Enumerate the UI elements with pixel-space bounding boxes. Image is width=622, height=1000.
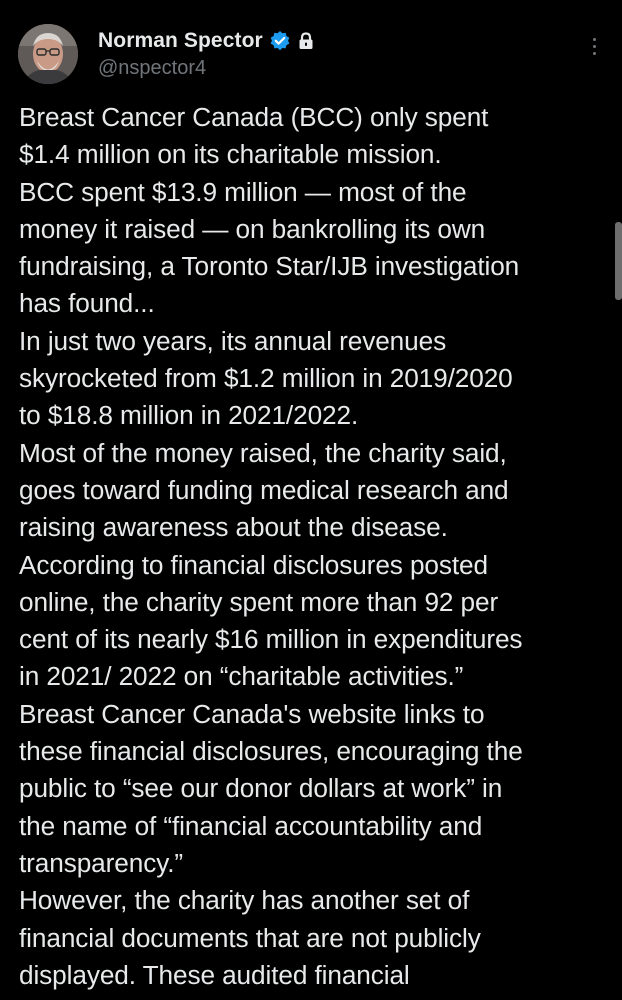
tweet-line: raising awareness about the disease. [19, 512, 448, 543]
user-block[interactable] [98, 28, 314, 80]
tweet-text [19, 99, 611, 994]
tweet-line: However, the charity has another set of [19, 885, 470, 916]
tweet-line: online, the charity spent more than 92 per [19, 586, 499, 617]
more-dot [593, 38, 596, 41]
tweet-line: financial documents that are not publicly [19, 922, 481, 953]
more-dot [593, 52, 596, 55]
tweet-line: cent of its nearly $16 million in expenditures [19, 624, 523, 655]
avatar-photo [18, 24, 78, 84]
tweet-line: public to “see our donor dollars at work” in [19, 773, 503, 804]
tweet-line: BCC spent $13.9 million — most of the [19, 176, 467, 207]
more-vertical-icon[interactable] [590, 38, 598, 60]
tweet-line: fundraising, a Toronto Star/IJB investigation [19, 251, 520, 282]
tweet-line: transparency.” [19, 847, 184, 878]
tweet-line: in 2021/ 2022 on “charitable activities.” [19, 661, 464, 692]
tweet-line: Most of the money raised, the charity said, [19, 437, 507, 468]
user-handle[interactable]: @nspector4 [98, 57, 207, 79]
tweet-line: $1.4 million on its charitable mission. [19, 139, 442, 170]
tweet-line: money it raised — on bankrolling its own [19, 213, 486, 244]
tweet-line: has found... [19, 288, 155, 319]
tweet-line: skyrocketed from $1.2 million in 2019/2020 [19, 363, 513, 394]
tweet-line: Breast Cancer Canada (BCC) only spent [19, 102, 489, 132]
tweet-header [18, 24, 604, 88]
tweet-line: to $18.8 million in 2021/2022. [19, 400, 359, 431]
tweet-line: In just two years, its annual revenues [19, 325, 447, 356]
lock-icon [298, 32, 314, 50]
verified-badge-icon [269, 30, 291, 52]
tweet-line: Breast Cancer Canada's website links to [19, 698, 485, 729]
more-dot [593, 45, 596, 48]
tweet-line: these financial disclosures, encouraging the [19, 736, 523, 767]
avatar[interactable] [18, 24, 78, 84]
name-row [98, 28, 314, 54]
display-name[interactable]: Norman Spector [98, 29, 263, 52]
scrollbar-thumb[interactable] [615, 222, 622, 300]
tweet-line: displayed. These audited financial [19, 959, 410, 990]
tweet-line: According to financial disclosures posted [19, 549, 488, 580]
tweet-line: the name of “financial accountability and [19, 810, 483, 841]
tweet-line: goes toward funding medical research and [19, 474, 509, 505]
